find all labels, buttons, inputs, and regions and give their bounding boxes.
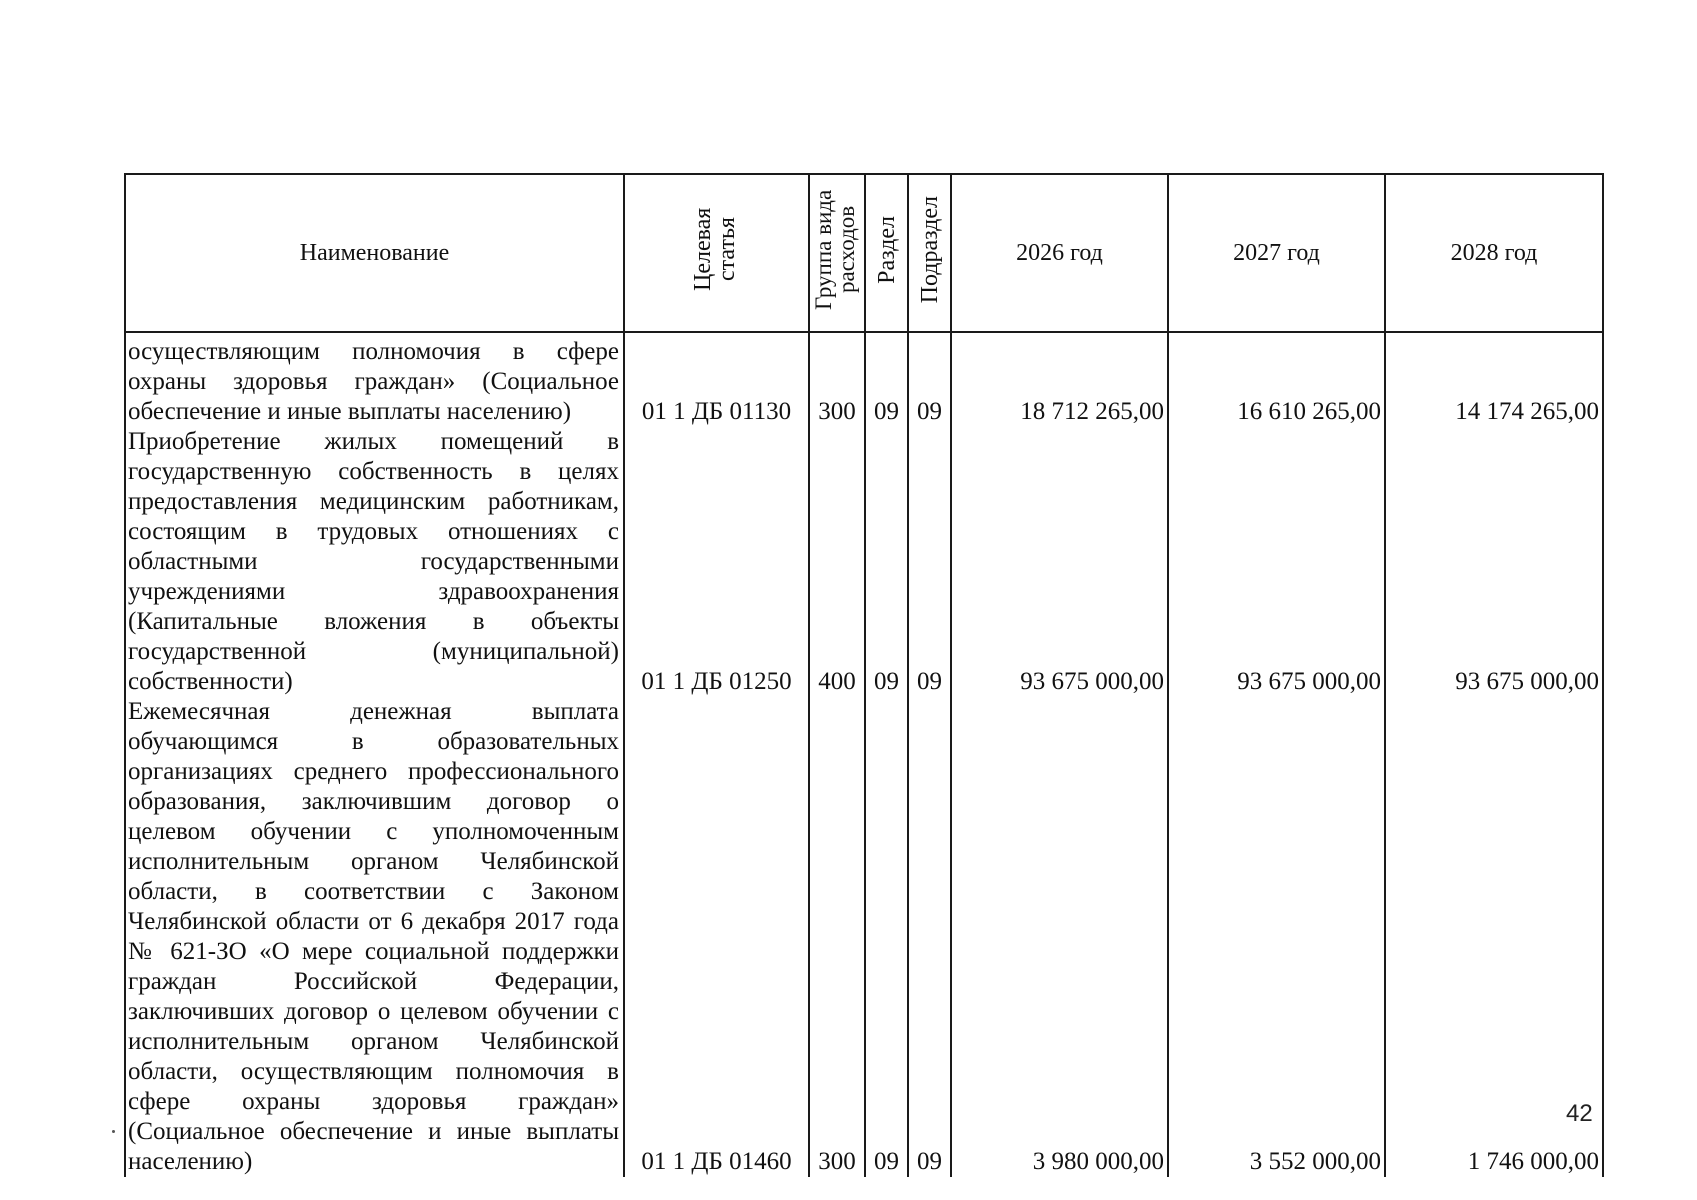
header-year-2026: 2026 год bbox=[951, 174, 1168, 332]
header-expense-group: Группа вида расходов bbox=[809, 174, 865, 332]
row-amount-2027: 93 675 000,00 bbox=[1168, 427, 1385, 697]
table-row bbox=[125, 427, 1603, 697]
table-row bbox=[125, 332, 1603, 427]
header-year-2027: 2027 год bbox=[1168, 174, 1385, 332]
row-section: 09 bbox=[865, 427, 908, 697]
row-target-article: 01 1 ДБ 01460 bbox=[624, 697, 809, 1177]
row-amount-2027: 16 610 265,00 bbox=[1168, 332, 1385, 427]
table-row bbox=[125, 697, 1603, 1177]
row-target-article: 01 1 ДБ 01250 bbox=[624, 427, 809, 697]
header-name: Наименование bbox=[125, 174, 624, 332]
row-amount-2027: 3 552 000,00 bbox=[1168, 697, 1385, 1177]
row-name: Ежемесячная денежная выплата обучающимся в образовательных организациях среднего профессионального образования, заключившим договор о целевом обучении с уполномоченным исполнительным органом Челябинской области, в соответствии с Законом Челябинской области от 6 декабря 2017 года № 621-ЗО «О мере социальной поддержки граждан Российской Федерации, заключивших договор о целевом обучении с исполнительным органом Челябинской области, осуществляющим полномочия в сфере охраны здоровья граждан» (Социальное обеспечение и иные выплаты населению) bbox=[125, 697, 624, 1177]
header-year-2028: 2028 год bbox=[1385, 174, 1603, 332]
row-amount-2028: 1 746 000,00 bbox=[1385, 697, 1603, 1177]
header-section: Раздел bbox=[865, 174, 908, 332]
row-section: 09 bbox=[865, 697, 908, 1177]
row-name: осуществляющим полномочия в сфере охраны здоровья граждан» (Социальное обеспечение и иные выплаты населению) bbox=[125, 332, 624, 427]
row-section: 09 bbox=[865, 332, 908, 427]
row-expense-group: 300 bbox=[809, 697, 865, 1177]
row-target-article: 01 1 ДБ 01130 bbox=[624, 332, 809, 427]
row-name: Приобретение жилых помещений в государственную собственность в целях предоставления медицинским работникам, состоящим в трудовых отношениях с областными государственными учреждениями здравоохранения (Капитальные вложения в объекты государственной (муниципальной) собственности) bbox=[125, 427, 624, 697]
row-amount-2026: 93 675 000,00 bbox=[951, 427, 1168, 697]
row-subsection: 09 bbox=[908, 427, 951, 697]
budget-table-container bbox=[124, 173, 1602, 1177]
header-target-article: Целевая статья bbox=[624, 174, 809, 332]
row-amount-2026: 3 980 000,00 bbox=[951, 697, 1168, 1177]
row-subsection: 09 bbox=[908, 332, 951, 427]
scan-dot bbox=[112, 1130, 115, 1133]
row-subsection: 09 bbox=[908, 697, 951, 1177]
row-expense-group: 400 bbox=[809, 427, 865, 697]
row-expense-group: 300 bbox=[809, 332, 865, 427]
row-amount-2026: 18 712 265,00 bbox=[951, 332, 1168, 427]
page-number: 42 bbox=[1566, 1100, 1593, 1127]
row-amount-2028: 14 174 265,00 bbox=[1385, 332, 1603, 427]
row-amount-2028: 93 675 000,00 bbox=[1385, 427, 1603, 697]
table-header-row bbox=[125, 174, 1603, 332]
budget-table bbox=[124, 173, 1604, 1177]
header-subsection: Подраздел bbox=[908, 174, 951, 332]
